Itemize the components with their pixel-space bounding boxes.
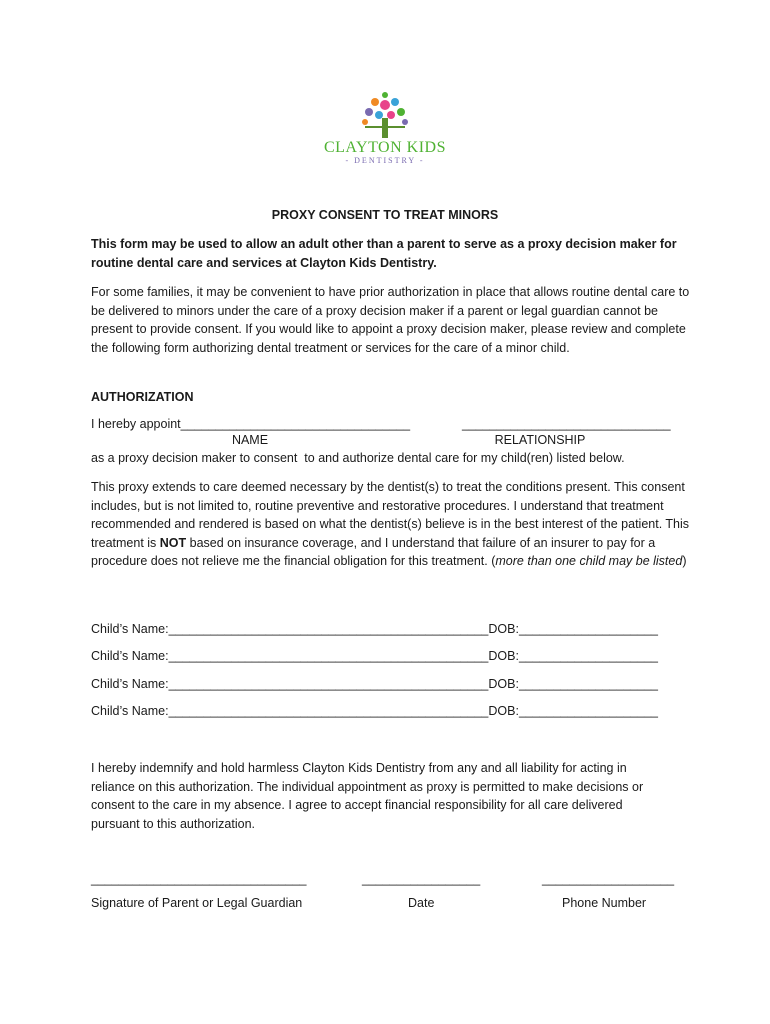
- child-name-field[interactable]: ______________________________________________: [168, 704, 489, 718]
- child-name-label: Child’s Name:: [91, 704, 169, 718]
- page-title: PROXY CONSENT TO TREAT MINORS: [271, 208, 499, 222]
- intro-paragraph: For some families, it may be convenient to have prior authorization in place that allows routine dental care to be delivered to minors under the care of a proxy decision maker if a parent or legal guardian cannot be present to provide consent. If you would like to appoint a proxy decision maker, please review and complete the following form authorizing dental treatment or services for the care of a minor child.: [91, 285, 690, 355]
- tree-logo-icon: [355, 90, 415, 140]
- scope-text-3: ): [682, 554, 687, 568]
- authorization-heading: AUTHORIZATION: [91, 390, 194, 404]
- dob-label: DOB:: [488, 677, 519, 691]
- dob-label: DOB:: [488, 649, 519, 663]
- child-row: [91, 622, 658, 636]
- logo-subtitle: - DENTISTRY -: [345, 156, 425, 165]
- phone-label: Phone Number: [562, 896, 647, 910]
- name-label: NAME: [231, 433, 269, 447]
- phone-field[interactable]: ___________________: [542, 872, 675, 886]
- child-name-field[interactable]: ______________________________________________: [168, 649, 489, 663]
- date-label: Date: [408, 896, 435, 910]
- child-name-field[interactable]: ______________________________________________: [168, 677, 489, 691]
- scope-text-2: based on insurance coverage, and I understand that failure of an insurer to pay for a procedure does not relieve me the financial obligation for this treatment. (: [91, 535, 656, 568]
- appoint-prefix: I hereby appoint: [91, 417, 181, 431]
- dob-field[interactable]: ____________________: [518, 677, 658, 691]
- indemnify-paragraph: I hereby indemnify and hold harmless Clayton Kids Dentistry from any and all liability for acting in reliance on this authorization. The individual appointment as proxy is permitted to make decisions or consent to the care in my absence. I agree to accept financial responsibility for all care delivered pursuant to this authorization.: [91, 761, 644, 831]
- dob-field[interactable]: ____________________: [518, 622, 658, 636]
- child-name-label: Child’s Name:: [91, 677, 169, 691]
- scope-italic-note: more than one child may be listed: [495, 554, 683, 568]
- child-name-label: Child’s Name:: [91, 622, 169, 636]
- intro-bold-paragraph: This form may be used to allow an adult other than a parent to serve as a proxy decision maker for routine dental care and services at Clayton Kids Dentistry.: [91, 237, 677, 270]
- dob-field[interactable]: ____________________: [518, 649, 658, 663]
- child-row: [91, 704, 658, 718]
- child-name-field[interactable]: ______________________________________________: [168, 622, 489, 636]
- dob-label: DOB:: [488, 622, 519, 636]
- appoint-line: [91, 417, 410, 431]
- logo-name: CLAYTON KIDS: [323, 139, 446, 156]
- child-row: [91, 649, 658, 663]
- appoint-suffix: as a proxy decision maker to consent to and authorize dental care for my child(ren) listed below.: [91, 451, 625, 465]
- dob-label: DOB:: [488, 704, 519, 718]
- relationship-label: RELATIONSHIP: [494, 433, 586, 447]
- dob-field[interactable]: ____________________: [518, 704, 658, 718]
- relationship-field[interactable]: ______________________________: [462, 417, 671, 431]
- date-field[interactable]: _________________: [362, 872, 481, 886]
- signature-field[interactable]: _______________________________: [91, 872, 307, 886]
- scope-text-1: This proxy extends to care deemed necessary by the dentist(s) to treat the conditions present. This consent includes, but is not limited to, routine preventive and restorative procedures. I understand that treatment recommended and rendered is based on what the dentist(s) believe is in the best interest of the patient. This treatment is: [91, 480, 690, 550]
- scope-not: NOT: [159, 535, 187, 550]
- scope-paragraph: [91, 478, 691, 571]
- signature-label: Signature of Parent or Legal Guardian: [91, 896, 303, 910]
- child-row: [91, 677, 658, 691]
- child-name-label: Child’s Name:: [91, 649, 169, 663]
- proxy-name-field[interactable]: _________________________________: [180, 417, 411, 431]
